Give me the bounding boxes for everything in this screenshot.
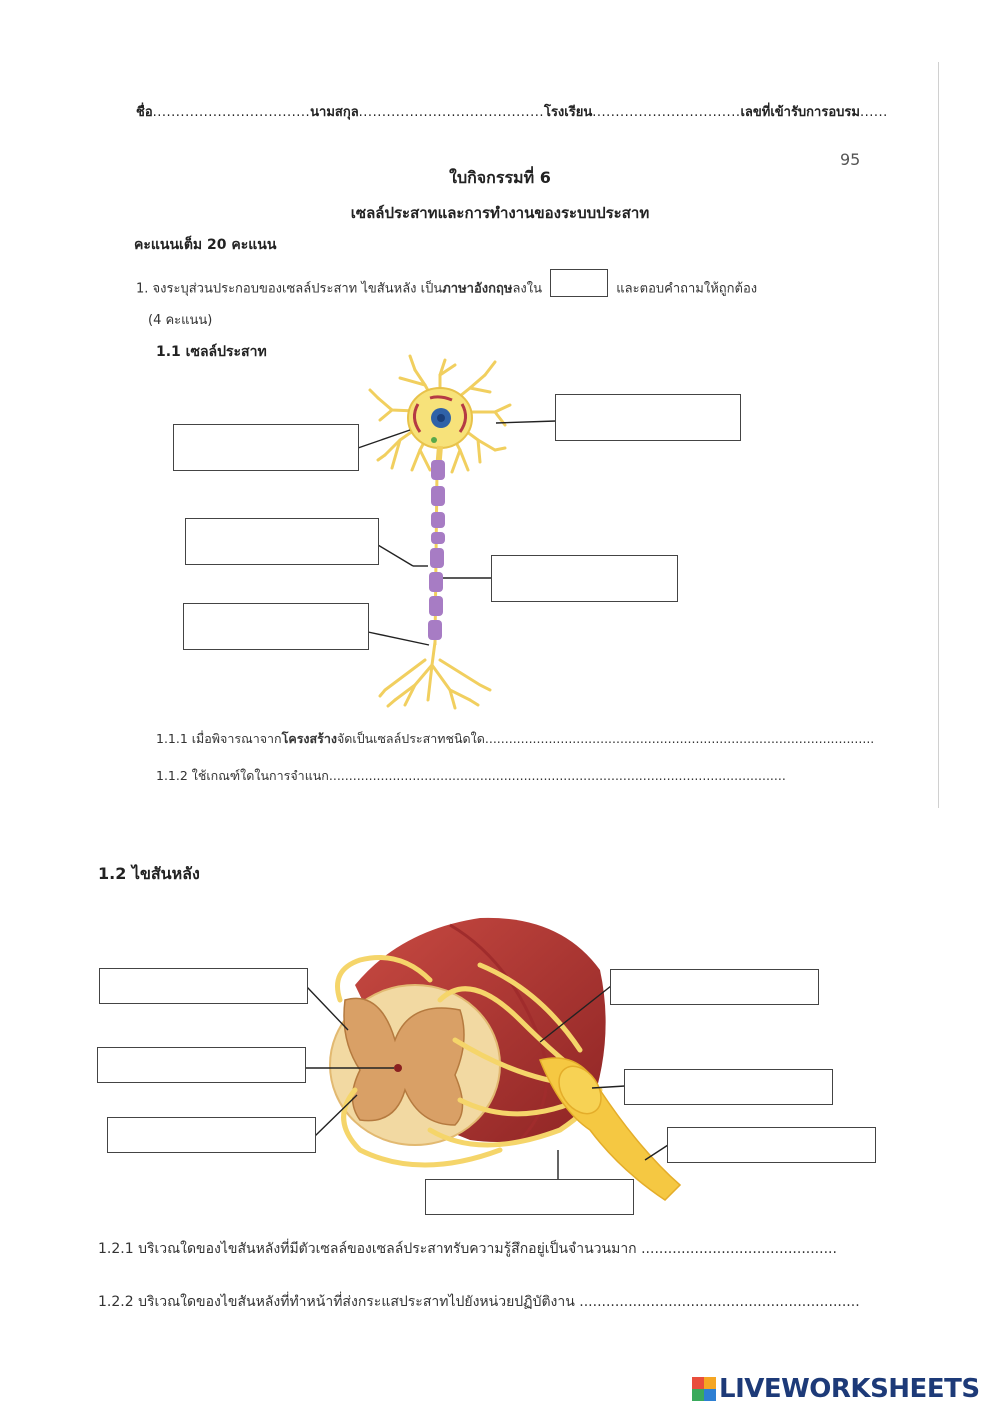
answer-1-1-1[interactable]: .................................................................................................. <box>484 731 875 746</box>
logo-mark-icon <box>692 1377 716 1401</box>
question-1 <box>136 275 757 303</box>
spinal-label-box-1[interactable] <box>99 968 308 1004</box>
spinal-label-box-4[interactable] <box>610 969 819 1005</box>
spinal-label-box-6[interactable] <box>667 1127 876 1163</box>
spinal-label-box-3[interactable] <box>107 1117 316 1153</box>
question-1-2-1: 1.2.1 บริเวณใดของไขสันหลังที่มีตัวเซลล์ของเซลล์ประสาทรับความรู้สึกอยู่เป็นจำนวนมาก ............................................ <box>98 1241 837 1257</box>
q1-text-b: ลงใน <box>512 281 543 297</box>
section-1-1-heading: 1.1 เซลล์ประสาท <box>156 344 267 360</box>
student-info-line <box>136 101 888 122</box>
page-number: 95 <box>840 150 861 169</box>
answer-1-2-2[interactable]: ............................................................... <box>579 1294 860 1310</box>
neuron-label-box-myelin[interactable] <box>491 555 678 602</box>
number-label: เลขที่เข้ารับการอบรม <box>740 105 860 120</box>
spinal-cord-diagram <box>300 910 700 1210</box>
axon-terminals <box>380 642 490 708</box>
worksheet-subtitle: เซลล์ประสาทและการทำงานของระบบประสาท <box>350 204 650 222</box>
section-1-2-heading: 1.2 ไขสันหลัง <box>98 864 200 883</box>
name-label: ชื่อ <box>136 105 153 120</box>
surname-field[interactable]: ........................................ <box>358 105 544 120</box>
question-1-2-2: 1.2.2 บริเวณใดของไขสันหลังที่ทำหน้าที่ส่งกระแสประสาทไปยังหน่วยปฏิบัติงาน ............................................................... <box>98 1294 860 1310</box>
spinal-label-box-5[interactable] <box>624 1069 833 1105</box>
q1-text-bold: ภาษาอังกฤษ <box>442 281 513 297</box>
q1-text-c: และตอบคำถามให้ถูกต้อง <box>616 281 758 297</box>
spinal-label-box-7[interactable] <box>425 1179 634 1215</box>
neuron-label-box-dendrite[interactable] <box>173 424 359 471</box>
neuron-label-box-cell-body[interactable] <box>555 394 741 441</box>
school-label: โรงเรียน <box>543 105 593 120</box>
question-1-1-1: 1.1.1 เมื่อพิจารณาจากโครงสร้างจัดเป็นเซลล์ประสาทชนิดใด.................................................................................................. <box>156 731 875 746</box>
example-answer-box <box>550 269 608 297</box>
answer-1-1-2[interactable]: ................................................................................................................... <box>328 768 786 783</box>
myelin-sheath <box>428 460 445 640</box>
logo-text: LIVEWORKSHEETS <box>719 1374 980 1404</box>
answer-1-2-1[interactable]: ............................................ <box>641 1241 837 1257</box>
liveworksheets-logo <box>692 1374 980 1404</box>
surname-label: นามสกุล <box>310 105 359 120</box>
school-field[interactable]: ................................ <box>592 105 741 120</box>
question-1-1-2: 1.1.2 ใช้เกณฑ์ใดในการจำแนก................................................................................................................... <box>156 768 786 783</box>
spinal-label-box-2[interactable] <box>97 1047 306 1083</box>
question-1-points: (4 คะแนน) <box>148 313 213 328</box>
neuron-label-box-node[interactable] <box>185 518 379 565</box>
neuron-label-box-axon[interactable] <box>183 603 369 650</box>
number-field[interactable]: ...... <box>859 105 888 120</box>
central-canal <box>394 1064 402 1072</box>
name-field[interactable]: .................................. <box>152 105 311 120</box>
total-score: คะแนนเต็ม 20 คะแนน <box>134 237 277 253</box>
worksheet-title: ใบกิจกรรมที่ 6 <box>449 168 551 187</box>
q1-text-a: 1. จงระบุส่วนประกอบของเซลล์ประสาท ไขสันหลัง เป็น <box>136 281 443 297</box>
